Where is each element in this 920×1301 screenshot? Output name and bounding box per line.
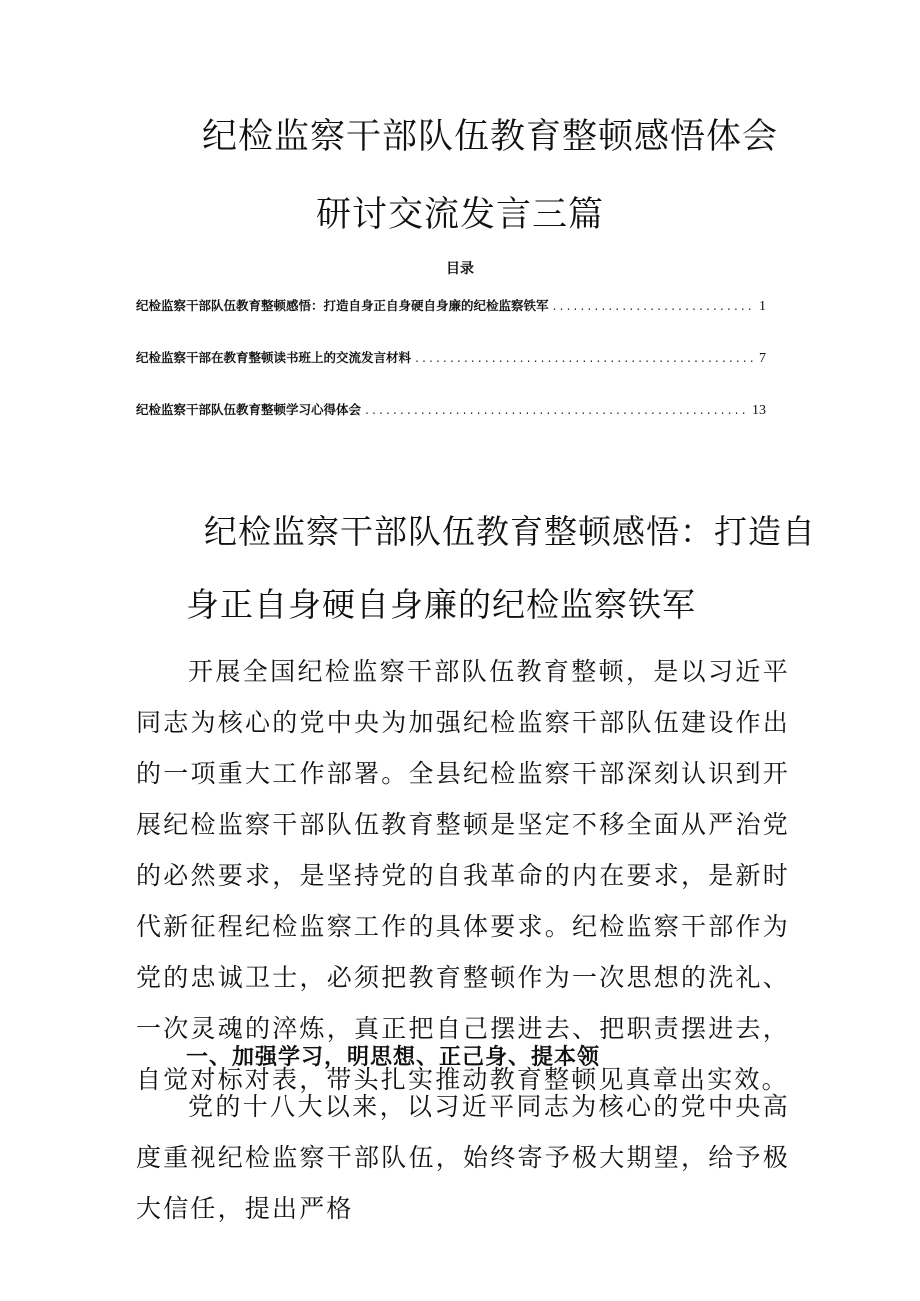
toc-entry[interactable] <box>136 400 766 452</box>
toc-entry-title: 纪检监察干部在教育整顿读书班上的交流发言材料 <box>136 350 412 365</box>
section-title-line-2: 身正自身硬自身廉的纪检监察铁军 <box>186 585 696 624</box>
section-title-line-1: 纪检监察干部队伍教育整顿感悟：打造自 <box>204 512 816 551</box>
toc-entry-title: 纪检监察干部队伍教育整顿学习心得体会 <box>136 402 362 417</box>
toc-entry-page: 7 <box>759 351 766 366</box>
toc-entry-page: 1 <box>759 299 766 314</box>
toc-entry[interactable] <box>136 348 766 400</box>
subheading-1: 一、加强学习，明思想、正己身、提本领 <box>186 1045 601 1070</box>
toc-leader-dots <box>553 298 755 313</box>
document-title-line-2: 研讨交流发言三篇 <box>315 195 604 235</box>
table-of-contents <box>136 296 766 452</box>
toc-leader-dots <box>365 402 748 417</box>
document-title-line-1: 纪检监察干部队伍教育整顿感悟体会 <box>201 117 778 157</box>
toc-entry-title: 纪检监察干部队伍教育整顿感悟：打造自身正自身硬自身廉的纪检监察铁军 <box>136 298 549 313</box>
toc-entry[interactable] <box>136 296 766 348</box>
toc-heading: 目录 <box>446 261 474 277</box>
toc-entry-page: 13 <box>752 403 766 418</box>
body-paragraph-2: 党的十八大以来，以习近平同志为核心的党中央高度重视纪检监察干部队伍，始终寄予极大期望，给予极大信任，提出严格 <box>136 1092 790 1223</box>
toc-leader-dots <box>415 350 755 365</box>
body-paragraph-1: 开展全国纪检监察干部队伍教育整顿，是以习近平同志为核心的党中央为加强纪检监察干部队伍建设作出的一项重大工作部署。全县纪检监察干部深刻认识到开展纪检监察干部队伍教育整顿是坚定不移全面从严治党的必然要求，是坚持党的自我革命的内在要求，是新时代新征程纪检监察工作的具体要求。纪检监察干部作为党的忠诚卫士，必须把教育整顿作为一次思想的洗礼、一次灵魂的淬炼，真正把自己摆进去、把职责摆进去，自觉对标对表，带头扎实推动教育整顿见真章出实效。 <box>136 657 790 1094</box>
